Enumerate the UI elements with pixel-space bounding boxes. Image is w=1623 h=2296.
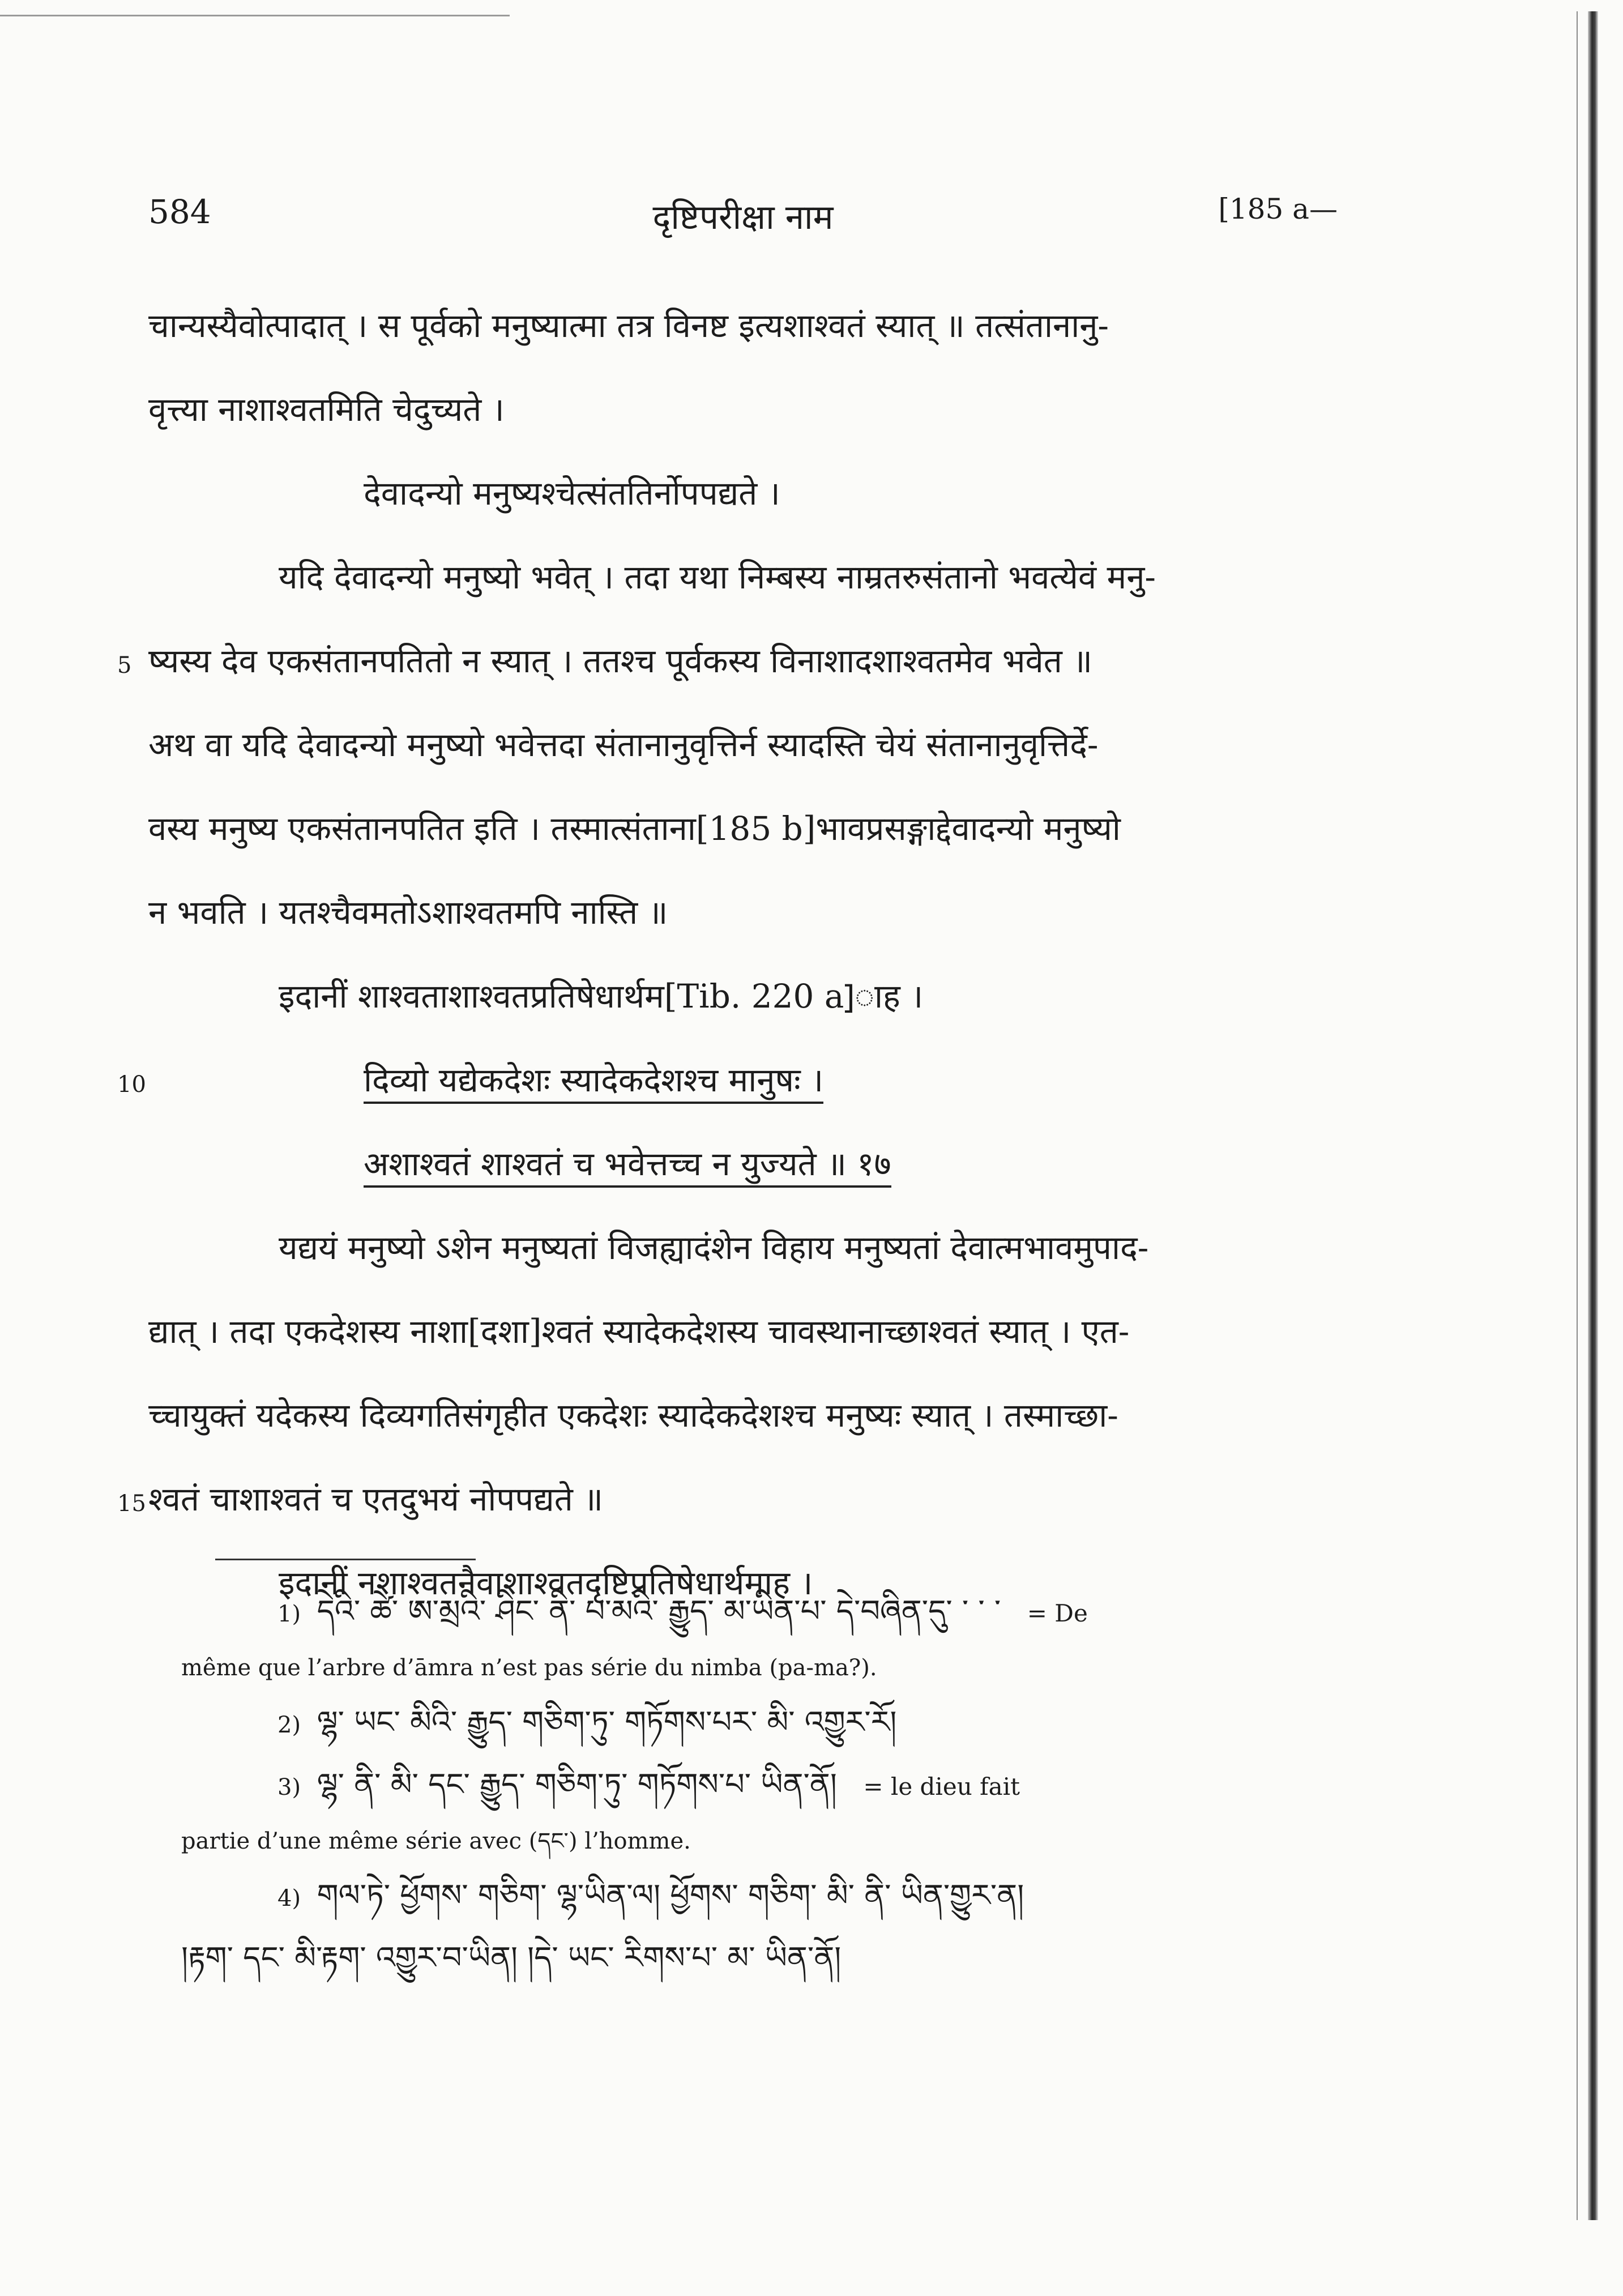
footnote-1-french [181,1648,1348,1697]
footnote-gloss: = le dieu fait [863,1773,1020,1800]
footnote-tibetan: ལྷ་ ཡང་ མིའི་ རྒྱུད་ གཅིག་ཏུ་ གཏོགས་པར་ མི་ འགྱུར་རོ། [317,1704,897,1740]
verse-line [117,1055,1338,1138]
text-line [148,1222,1338,1306]
running-title: दृष्टिपरीक्षा नाम [652,198,834,237]
footnote-1 [215,1586,1348,1648]
line-number: 10 [117,1072,146,1098]
line-text: यद्ययं मनुष्यो ऽशेन मनुष्यतां विजह्यादंशेन विहाय मनुष्यतां देवात्मभावमुपाद- [279,1228,1149,1267]
text-line [117,1474,1338,1557]
footnote-label: 4) [277,1885,301,1911]
footnote-label: 3) [277,1774,301,1800]
footnote-label: 2) [277,1712,301,1738]
line-text: वृत्त्या नाशाश्वतमिति चेदुच्यते । [148,390,505,429]
text-line [148,300,1338,384]
running-header [148,193,1338,244]
text-line [148,1306,1338,1390]
text-line [117,635,1338,719]
text-line [148,552,1338,635]
line-text: इदानीं नशाश्वतनैवाशाश्वतदृष्टिप्रतिषेधार्थमाह । [279,1564,813,1602]
scan-edge-top [0,15,510,16]
footnotes [181,1586,1348,1995]
footnote-translation: partie d’une même série avec (དང་) l’homme. [181,1828,691,1854]
footnote-tibetan: དེའི་ ཚེ་ ཨ་མྲའི་ ཤིང་ ནི་ པ་མའི་ རྒྱུད་ མ་ཡིན་པ་ དེ་བཞིན་དུ་ ་ ་ ་ [317,1593,1001,1629]
footnote-tibetan: ལྷ་ ནི་ མི་ དང་ རྒྱུད་ གཅིག་ཏུ་ གཏོགས་པ་ ཡིན་ནོ། [317,1766,837,1802]
footnote-2 [215,1697,1348,1759]
line-text: वस्य मनुष्य एकसंतानपतित इति । तस्मात्संताना[185 b]भावप्रसङ्गाद्देवादन्यो मनुष्यो [148,809,1121,848]
footnote-gloss: = De [1027,1599,1088,1627]
footnote-tibetan: །རྟག་ དང་ མི་རྟག་ འགྱུར་བ་ཡིན། །དེ་ ཡང་ རིགས་པ་ མ་ ཡིན་ནོ། [181,1940,842,1975]
footnote-3-french [181,1821,1348,1870]
line-text: देवादन्यो मनुष्यश्चेत्संततिर्नोपपद्यते । [364,474,780,513]
verse-line [148,1138,1338,1222]
text-line [148,803,1338,887]
footnote-tibetan: གལ་ཏེ་ ཕྱོགས་ གཅིག་ ལྷ་ཡིན་ལ། ཕྱོགས་ གཅིག་ མི་ ནི་ ཡིན་གྱུར་ན། [317,1877,1024,1913]
text-line [148,384,1338,468]
scan-edge-line [1577,11,1578,2220]
footnote-translation: même que l’arbre d’āmra n’est pas série du nimba (pa-ma?). [181,1655,877,1681]
text-line [148,1390,1338,1474]
line-text: द्यात् । तदा एकदेशस्य नाशा[दशा]श्वतं स्यादेकदेशस्य चावस्थानाच्छाश्वतं स्यात् । एत- [148,1312,1130,1351]
line-text: न भवति । यतश्चैवमतोऽशाश्वतमपि नास्ति ॥ [148,893,668,932]
line-text: अशाश्वतं शाश्वतं च भवेत्तच्च न युज्यते ॥ १७ [364,1145,891,1188]
line-number: 15 [117,1491,146,1517]
footnote-separator [215,1559,476,1560]
line-text: श्वतं चाशाश्वतं च एतदुभयं नोपपद्यते ॥ [148,1480,604,1518]
line-text: दिव्यो यद्येकदेशः स्यादेकदेशश्च मानुषः । [364,1061,823,1104]
verse-half-line [148,468,1338,552]
footnote-4-continuation [181,1932,1348,1995]
text-line [148,887,1338,971]
line-text: चान्यस्यैवोत्पादात् । स पूर्वको मनुष्यात्मा तत्र विनष्ट इत्यशाश्वतं स्यात् ॥ तत्संतानानु- [148,306,1109,345]
line-text: च्चायुक्तं यदेकस्य दिव्यगतिसंगृहीत एकदेशः स्यादेकदेशश्च मनुष्यः स्यात् । तस्माच्छा- [148,1396,1118,1435]
scan-edge-right [1588,11,1598,2220]
folio-reference: [185 a— [1218,193,1338,225]
line-number: 5 [117,652,132,678]
line-text: अथ वा यदि देवादन्यो मनुष्यो भवेत्तदा संतानानुवृत्तिर्न स्यादस्ति चेयं संतानानुवृत्तिर्दे- [148,725,1099,764]
footnote-label: 1) [277,1601,301,1627]
line-text: इदानीं शाश्वताशाश्वतप्रतिषेधार्थम[Tib. 220 a]ाह । [279,977,924,1015]
main-text [117,300,1338,1641]
footnote-3 [215,1759,1348,1821]
text-line [148,971,1338,1055]
footnote-4 [215,1870,1348,1932]
text-line [148,719,1338,803]
line-text: ष्यस्य देव एकसंतानपतितो न स्यात् । ततश्च पूर्वकस्य विनाशादशाश्वतमेव भवेत ॥ [148,642,1092,680]
page-number: 584 [148,193,211,231]
line-text: यदि देवादन्यो मनुष्यो भवेत् । तदा यथा निम्बस्य नाम्रतरुसंतानो भवत्येवं मनु- [279,558,1156,596]
